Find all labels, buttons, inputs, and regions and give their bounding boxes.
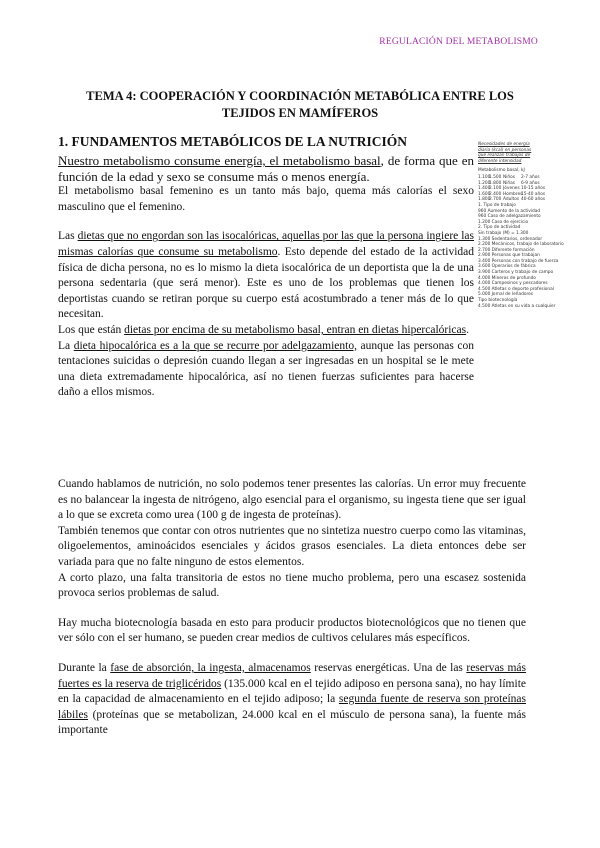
title-line-2: TEJIDOS EN MAMÍFEROS xyxy=(221,106,379,120)
table-item: 1.200 Caso de ejercicio xyxy=(478,219,529,225)
underlined-text: Nuestro metabolismo consume energía, el metabolismo basal xyxy=(58,153,381,168)
table-item: 1.300 Sedentarios, ordenador xyxy=(478,236,543,242)
table-cell: 2-7 años xyxy=(521,174,540,180)
table-cell: 1.800 xyxy=(489,180,502,186)
table-cell: Adultos xyxy=(503,197,520,203)
running-header: REGULACIÓN DEL METABOLISMO xyxy=(379,37,538,47)
table-item: 4.500 Atletas o deporte profesional xyxy=(478,286,554,292)
table-item: Tipo biotecnología xyxy=(478,298,518,304)
table-cell: 6-9 años xyxy=(521,180,540,186)
paragraph-4: Los que están dietas por encima de su metabolismo basal, entran en dietas hipercalóricas. xyxy=(58,323,469,336)
table-cell: 40-60 años xyxy=(521,197,546,203)
table-item: 3.400 Personas con trabajo de fuerza xyxy=(478,258,559,264)
paragraph-5: La dieta hipocalórica es a la que se recurre por adelgazamiento, aunque las personas con tentaciones suicidas o depresión cuando llegan a ser ingresadas en un hospital se le mete una dieta extremadamente hipocalórica, así no tienen fuerzas suficientes para hacerse daño a ellos mismos. xyxy=(58,339,474,399)
paragraph-10: Durante la fase de absorción, la ingesta, almacenamos reservas energéticas. Una de las reservas más fuertes es la reserva de triglicéridos (135.000 kcal en el tejido adiposo en persona sana), no hay límite en la capacidad de almacenamiento en el tejido adiposo; la segunda fuente de reserva son proteínas lábiles (proteínas que se metabolizan, 24.000 kcal en el músculo de persona sana), la fuente más importante xyxy=(58,661,527,737)
table-cell: 2.100 xyxy=(489,186,502,192)
underlined-text: dietas que no engordan son las isocalóricas, aquellas por las que la persona ingiere las mismas calorías que consume su metabolismo xyxy=(58,230,475,258)
table-cell: 1.800 xyxy=(478,197,491,203)
paragraph-1: Nuestro metabolismo consume energía, el metabolismo basal, de forma que en función de la edad y sexo se consume más o menos energía. xyxy=(58,153,474,184)
table-cell: Hombres xyxy=(503,191,523,197)
section-heading: 1. FUNDAMENTOS METABÓLICOS DE LA NUTRICIÓN xyxy=(58,134,408,149)
table-cell: Jóvenes xyxy=(503,186,520,192)
page-title xyxy=(70,88,530,122)
underlined-text: dieta hipocalórica es a la que se recurre por adelgazamiento, xyxy=(73,339,357,352)
table-item: 2.900 Personas que trabajan xyxy=(478,253,540,259)
table-item: 3.600 Operarios de fábrica xyxy=(478,264,536,270)
table-item: 960 Caso de adelgazamiento xyxy=(478,214,541,220)
energy-needs-table xyxy=(478,142,564,472)
table-cell: 10-15 años xyxy=(521,186,546,192)
paragraph-6: Cuando hablamos de nutrición, no solo podemos tener presentes las calorías. Un error muy frecuente es no balancear la ingesta de nitrógeno, algo esencial para el organismo, su ingesta tiene que ser igual a lo que se excreta como urea (100 g de ingesta de proteínas). xyxy=(58,478,526,522)
paragraph-9: Hay mucha biotecnología basada en esto para producir productos biotecnológicos que no tienen que ver sólo con el ser humano, se pueden crear medios de cultivos celulares más específicos. xyxy=(58,616,526,645)
table-item: 1. Tipo de trabajo xyxy=(478,202,516,208)
paragraph-8: A corto plazo, una falta transitoria de estos no tiene mucho problema, pero una escasez sostenida provoca serios problemas de salud. xyxy=(58,571,526,600)
table-subheading: Metabolismo basal, kJ xyxy=(478,168,525,174)
table-item: 4.500 Atletas en su vida a cualquier xyxy=(478,303,556,309)
table-item: 3.900 Carteros y trabajo de campo xyxy=(478,270,554,276)
table-cell: 2.700 xyxy=(489,197,502,203)
underlined-text: dietas por encima de su metabolismo basal, entran en dietas hipercalóricas xyxy=(124,323,467,336)
title-line-1: TEMA 4: COOPERACIÓN Y COORDINACIÓN METABÓLICA ENTRE LOS xyxy=(86,89,514,103)
table-heading: Necesidades de energía diaria (kcal) en personas que realizan trabajos de diferente intensidad xyxy=(478,142,532,164)
underlined-text: fase de absorción, la ingesta, almacenamos xyxy=(110,661,311,674)
table-items xyxy=(478,202,564,309)
table-cell: Niños xyxy=(503,174,515,180)
table-item: 2. Tipo de actividad xyxy=(478,225,521,231)
table-item: 5.000 Jornal de leñadores xyxy=(478,292,534,298)
table-cell: 1.200 xyxy=(478,180,491,186)
underlined-text: segunda fuente de reserva son proteínas lábiles xyxy=(58,693,526,721)
table-item: 2.200 Mecánicos, trabajo de laboratorio xyxy=(478,242,564,248)
table-cell: 1.600 xyxy=(478,191,491,197)
table-item: 4.000 Mineros de profundo xyxy=(478,275,536,281)
underlined-text: reservas más fuertes es la reserva de triglicéridos xyxy=(58,661,527,690)
paragraph-2: El metabolismo basal femenino es un tanto más bajo, quema más calorías el sexo masculino que el femenino. xyxy=(58,185,474,213)
table-cell: 15-40 años xyxy=(521,191,546,197)
table-cell: Niñas xyxy=(503,180,516,186)
table-cell: 1.400 xyxy=(478,186,491,192)
paragraph-3: Las dietas que no engordan son las isocalóricas, aquellas por las que la persona ingiere las mismas calorías que consume su metabolismo. Esto depende del estado de la actividad física de dicha persona, no es lo mismo la dieta isocalórica de un deportista que la de una persona sedentaria (que será menor). Este es uno de los problemas que tienen los deportistas cuando se retiran porque su cuerpo está acostumbrado a tener más de lo que necesitan. xyxy=(58,230,475,321)
table-cell: 2.400 xyxy=(489,191,502,197)
table-item: 2.700 Diferente formación xyxy=(478,247,535,253)
table-item: Sin trabajo (M) = 1.300 xyxy=(478,230,529,236)
table-item: 4.000 Campesinos y pescadores xyxy=(478,281,548,287)
section-body-full xyxy=(58,477,526,739)
table-cell: 1.100 xyxy=(478,174,491,180)
table-rows xyxy=(478,174,546,203)
section-body-narrow xyxy=(58,153,474,401)
table-item: 960 Aumento de la actividad xyxy=(478,208,541,214)
table-cell: 1.500 xyxy=(489,174,502,180)
paragraph-7: También tenemos que contar con otros nutrientes que no sintetiza nuestro cuerpo como las vitaminas, oligoelementos, aminoácidos esenciales y ácidos grasos esenciales. La dieta entonces debe ser variada para que no falte ninguno de estos elementos. xyxy=(58,524,526,568)
